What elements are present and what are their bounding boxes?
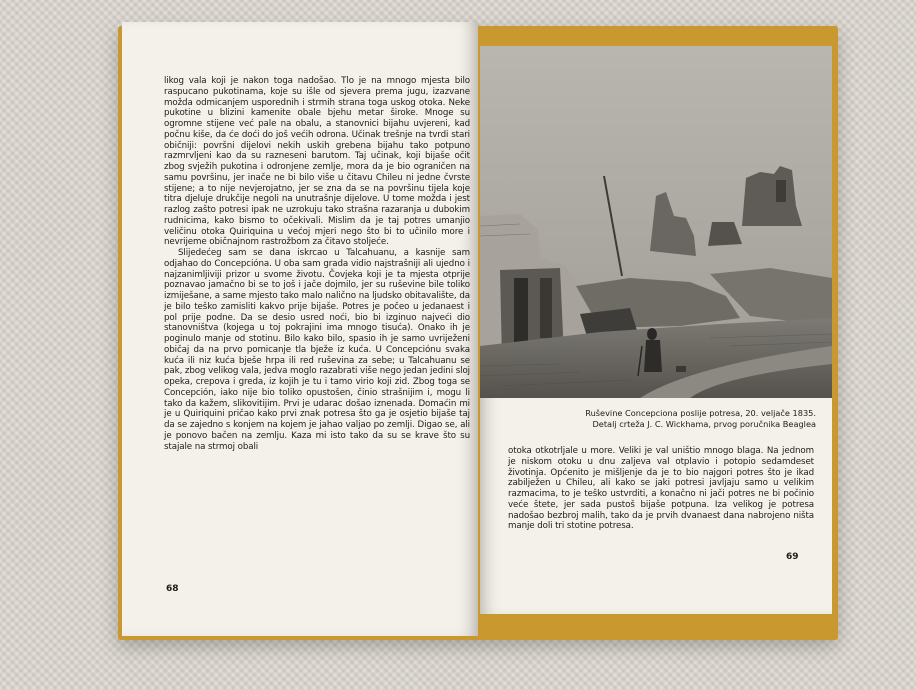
caption-line-2: Detalj crteža J. C. Wickhama, prvog poručnika Beaglea	[592, 419, 816, 429]
left-page-text	[164, 76, 470, 452]
page-number-left: 68	[166, 584, 179, 594]
ruins-illustration	[480, 46, 832, 398]
paragraph: otoka otkotrljale u more. Veliki je val uništio mnogo blaga. Na jednom je niskom otoku u dnu zaljeva val otplavio i potopio sedamdeset životinja. Općenito je mišljenje da je to bio najgori potres što je ikad zabilježen u Chileu, ali kako se jaki potresi javljaju samo u velikim razmacima, to je teško ustvrditi, a konačno ni jači potres ne bi počinio veće štete, jer sada pustoš bijaše potpuna. Iza velikog je potresa nadošao bezbroj malih, tako da je prvih dvanaest dana nabrojeno ništa manje doli tri stotine potresa.	[508, 446, 814, 532]
ruins-engraving-image	[480, 46, 832, 398]
right-page	[480, 46, 832, 614]
figure-caption	[504, 408, 816, 430]
caption-line-1: Ruševine Concepciona poslije potresa, 20. veljače 1835.	[585, 408, 816, 418]
page-number-right: 69	[786, 552, 799, 562]
right-page-text	[508, 446, 814, 532]
paragraph: likog vala koji je nakon toga nadošao. Tlo je na mnogo mjesta bilo raspucano pukotinama, koje su išle od sjevera prema jugu, izazvane možda odmicanjem usporednih i strmih strana toga uskog otoka. Neke pukotine u blizini kamenite obale bjehu metar široke. Mnoge su ogromne stijene već pale na obalu, a stanovnici bijahu uvjereni, kad počnu kiše, da će doći do još većih odrona. Učinak trešnje na tvrdi stari običniji: površni dijelovi nekih uskih grebena bijahu tako potpuno razmrvljeni kao da su razneseni barutom. Taj učinak, koji bijaše očit zbog svježih pukotina i odronjene zemlje, mora da je bio ograničen na samu površinu, jer inače ne bi bilo više u čitavu Chileu ni jedne čvrste stijene; a to nije nevjerojatno, jer se zna da se na površinu tijela koje titra djeluje drukčije negoli na unutrašnje dijelove. U tome možda i jest razlog zašto potresi ipak ne uzrokuju tako strašna razaranja u dubokim rudnicima, kako bismo to očekivali. Mislim da je taj potres umanjio veličinu otoka Quiriquina u većoj mjeri nego što bi to učinilo more i nevrijeme običnajnom rastrožbom za čitavo stoljeće.	[164, 76, 470, 248]
paragraph: Slijedećeg sam se dana iskrcao u Talcahuanu, a kasnije sam odjahao do Concepcióna. U oba sam grada vidio najstrašniji ali ujedno i najzanimljiviji prizor u svome životu. Čovjeka koji je ta mjesta otprije poznavao jamačno bi se to još i jače dojmilo, jer su ruševine bile toliko izmiješane, a same mjesto tako malo nalično na ljudsko obitavalište, da je bilo teško zamisliti kakvo prije bijaše. Potres je počeo u jedanaest i pol prije podne. Da se desio usred noći, bio bi izginuo najveći dio stanovništva (kojega u toj pokrajini ima mnogo tisuća). Onako ih je poginulo manje od stotinu. Bilo kako bilo, spasio ih je samo uvriježeni običaj da na prvo pomicanje tla bježe iz kuća. U Concepciónu svaka kuća ili niz kuća bješe hrpa ili red ruševina za sebe; u Talcahuanu se pak, zbog velikog vala, jedva moglo razabrati više nego jedan jedini sloj opeka, crepova i greda, iz kojih je tu i tamo virio koji zid. Zbog toga se Concepción, iako nije bio toliko opustošen, činio strašnijim i, mogu li tako da kažem, slikovitijim. Prvi je udarac došao iznenada. Domaćin mi je u Quiriquini pričao kako prvi znak potresa što ga je osjetio bijaše taj da se zajedno s konjem na kojem je jahao valjao po zemlji. Digao se, ali je ponovo bačen na zemlju. Kaza mi isto tako da su se krave što su stajale na strmoj obali	[164, 248, 470, 452]
left-page	[122, 22, 478, 636]
